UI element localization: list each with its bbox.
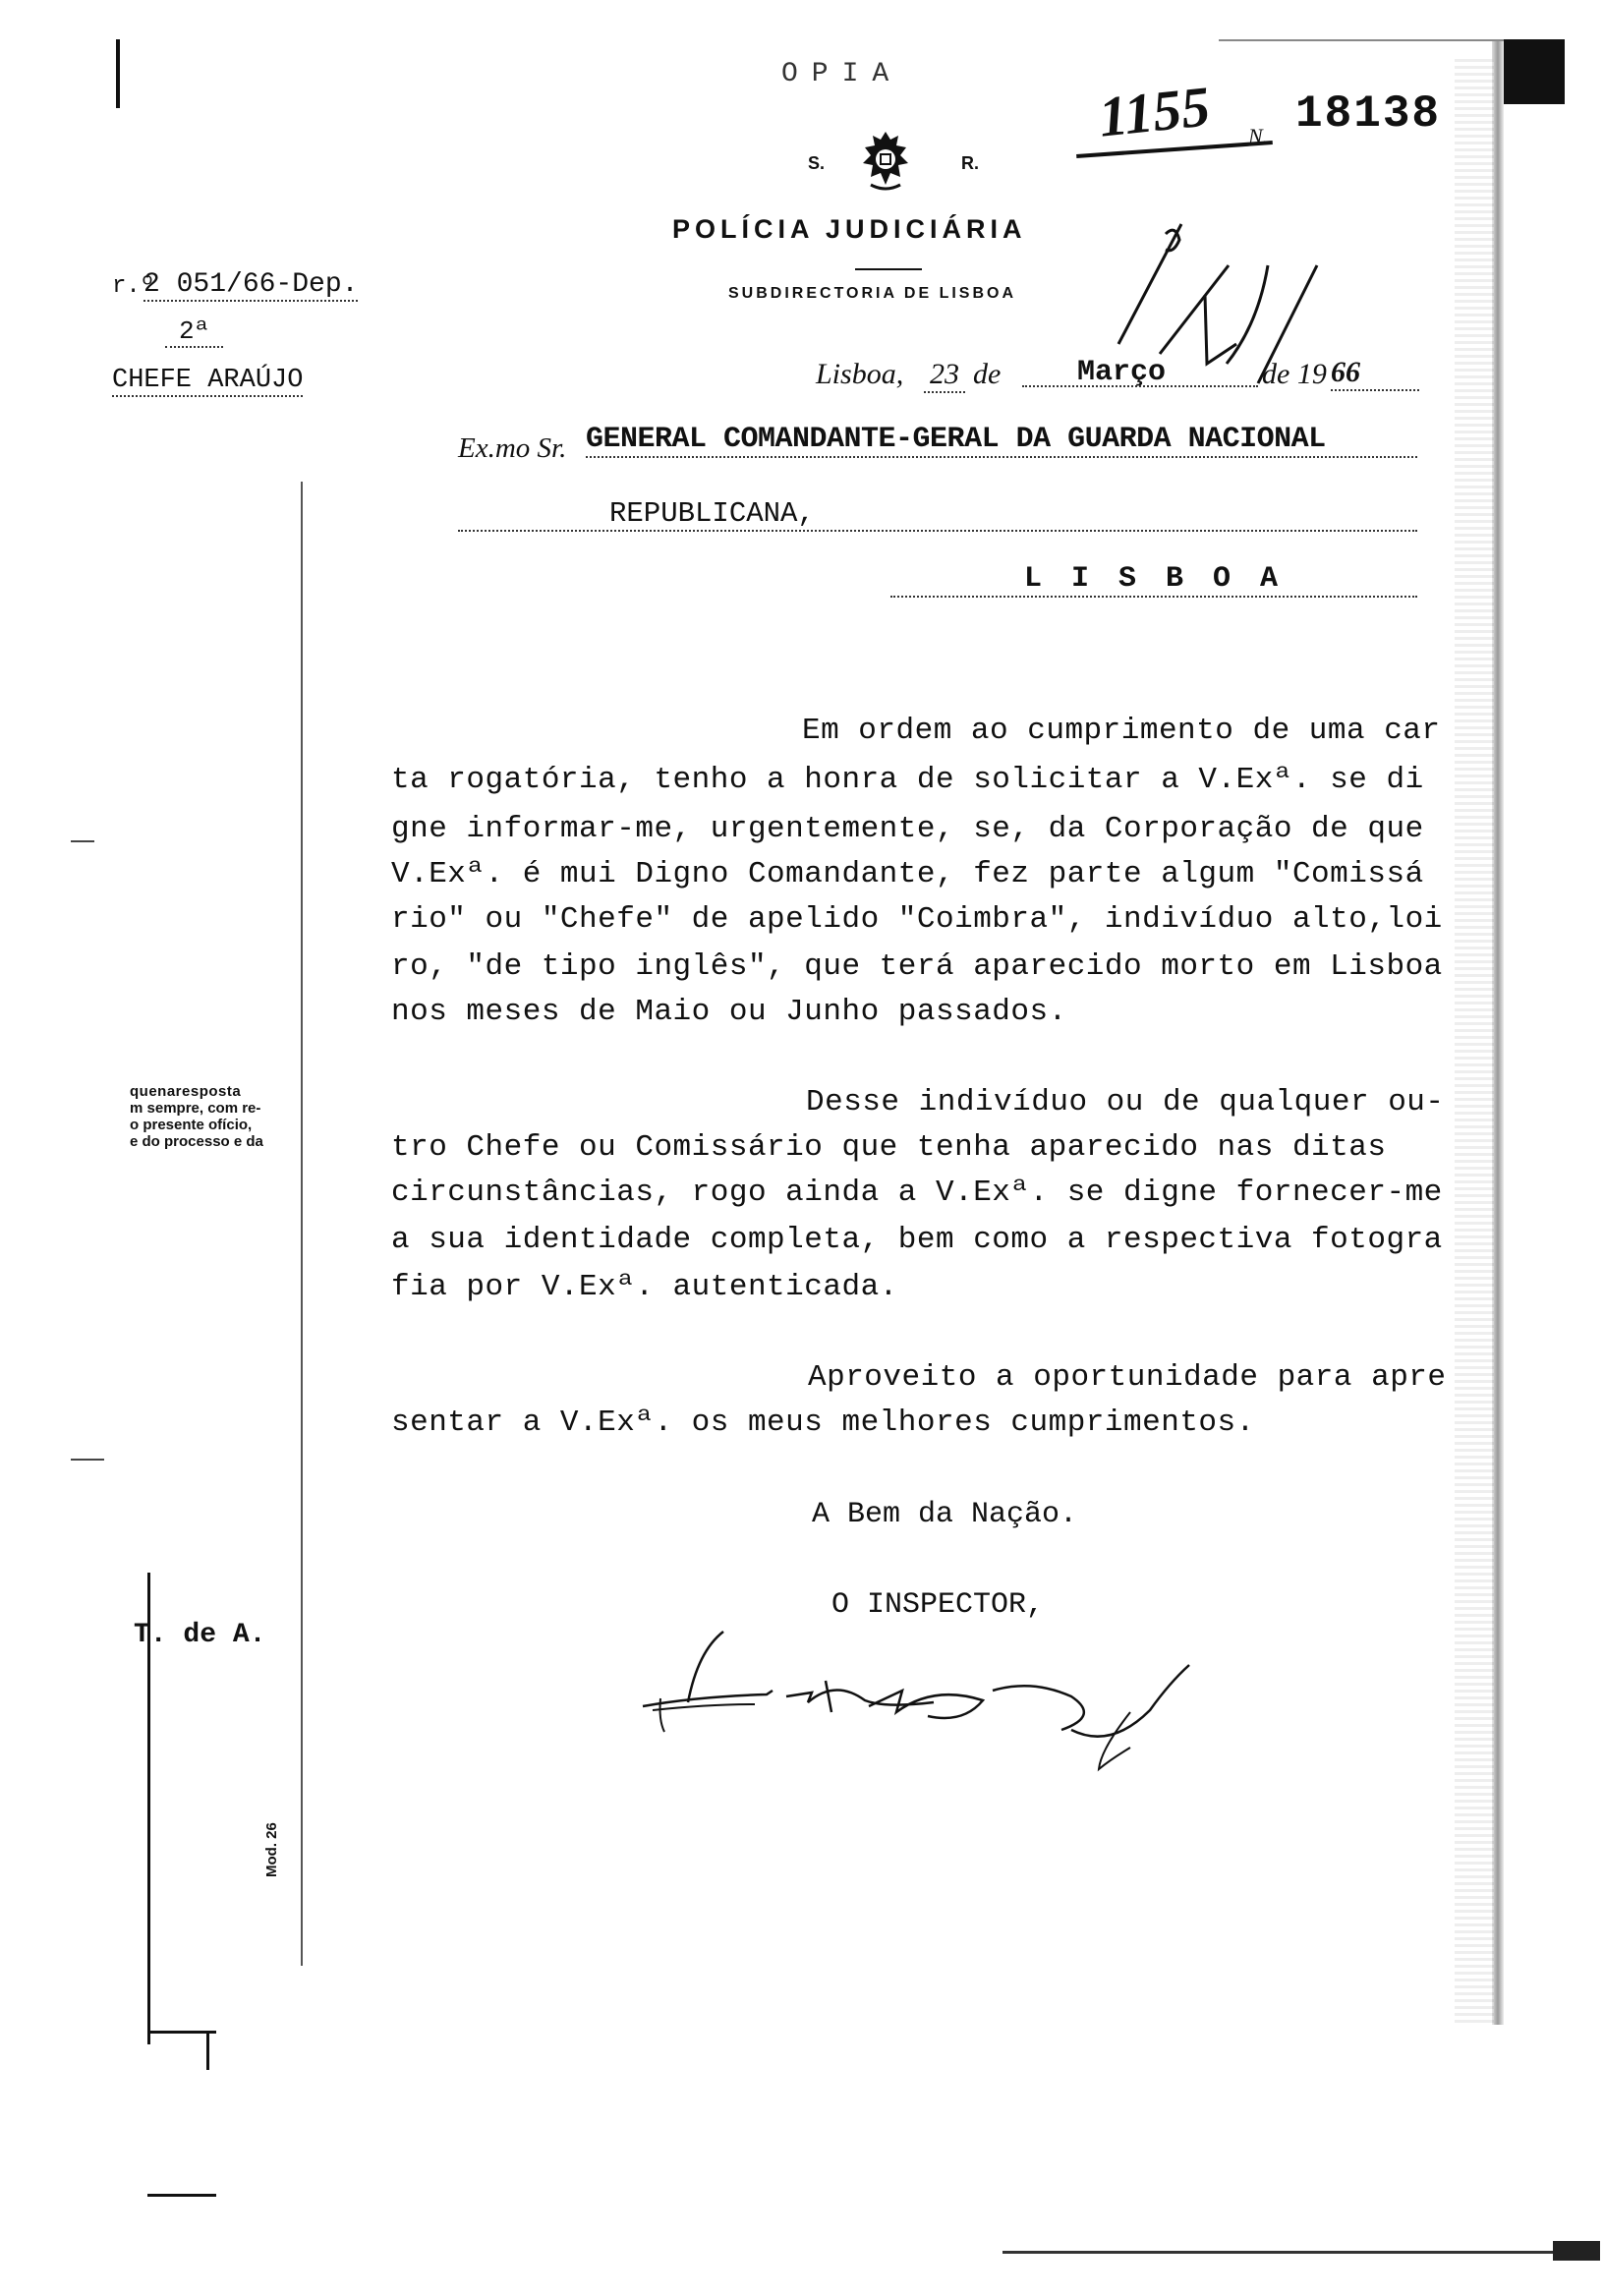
date-month: Março xyxy=(1077,356,1167,389)
addressee-city: L I S B O A xyxy=(890,562,1417,598)
left-edge-mark-top xyxy=(116,39,120,108)
form-code: Mod. 26 xyxy=(263,1822,280,1877)
signature xyxy=(639,1622,1229,1789)
bottom-edge xyxy=(1002,2251,1553,2254)
margin-note-line-3: o presente ofício, xyxy=(130,1117,253,1133)
p2-line-5: fia por V.Exª. autenticada. xyxy=(391,1270,898,1304)
p1-line-5: rio" ou "Chefe" de apelido "Coimbra", indivíduo alto,loi xyxy=(391,902,1443,937)
addressee-line-1: GENERAL COMANDANTE-GERAL DA GUARDA NACIONAL xyxy=(586,423,1417,458)
s-letter: S. xyxy=(808,153,826,173)
section: 2ª xyxy=(165,316,223,348)
r-letter: R. xyxy=(961,153,979,173)
org-name: POLÍCIA JUDICIÁRIA xyxy=(672,214,1027,244)
coat-of-arms-icon xyxy=(851,128,920,197)
n-label: N. xyxy=(1248,124,1269,148)
p1-line-1: Em ordem ao cumprimento de uma car xyxy=(802,714,1441,748)
chief-name: CHEFE ARAÚJO xyxy=(112,366,304,395)
p2-line-1: Desse indivíduo ou de qualquer ou- xyxy=(806,1085,1445,1119)
left-edge-tick-2 xyxy=(147,2194,216,2197)
p2-line-2: tro Chefe ou Comissário que tenha aparecido nas ditas xyxy=(391,1130,1387,1165)
date-day: 23 xyxy=(924,358,965,393)
copia-label: OPIA xyxy=(781,59,903,89)
p1-line-6: ro, "de tipo inglês", que terá aparecido morto em Lisboa xyxy=(391,949,1443,984)
date-de-1: de xyxy=(973,358,1002,390)
margin-dash-2 xyxy=(71,1459,104,1461)
addressee-line-2: REPUBLICANA, xyxy=(458,497,1417,532)
p3-line-2: sentar a V.Exª. os meus melhores cumprimentos. xyxy=(391,1406,1255,1440)
p1-line-2: ta rogatória, tenho a honra de solicitar a V.Exª. se di xyxy=(391,763,1424,797)
margin-note-line-2: m sempre, com re- xyxy=(130,1100,261,1117)
subdirectorate: SUBDIRECTORIA DE LISBOA xyxy=(728,285,1017,302)
margin-note xyxy=(130,1083,297,1150)
p1-line-7: nos meses de Maio ou Junho passados. xyxy=(391,995,1067,1029)
scan-noise-right xyxy=(1455,59,1494,2025)
initials: T. de A. xyxy=(134,1620,266,1650)
left-edge-vbar xyxy=(206,2031,209,2070)
date-place: Lisboa, xyxy=(816,358,904,390)
p1-line-3: gne informar-me, urgentemente, se, da Corporação de que xyxy=(391,812,1424,846)
margin-note-line-1: quenaresposta xyxy=(130,1083,242,1100)
p2-line-4: a sua identidade completa, bem como a respectiva fotogra xyxy=(391,1223,1443,1257)
p1-line-4: V.Exª. é mui Digno Comandante, fez parte algum "Comissá xyxy=(391,857,1424,891)
bottom-corner-mark xyxy=(1553,2241,1600,2261)
margin-vline xyxy=(301,482,303,1966)
salutation: Ex.mo Sr. xyxy=(458,432,567,464)
date-year-suffix: 66 xyxy=(1331,356,1419,391)
handwritten-number: 1155 xyxy=(1095,74,1213,149)
stamp-number: 18138 xyxy=(1295,88,1442,140)
date-de-2: de 19 xyxy=(1262,358,1327,390)
margin-note-line-4: e do processo e da xyxy=(130,1133,263,1150)
corner-mark xyxy=(1504,39,1565,104)
closing: A Bem da Nação. xyxy=(812,1498,1078,1531)
reference-number: 2 051/66-Dep. xyxy=(143,269,359,300)
reference-prefix: r.º xyxy=(112,273,155,300)
margin-dash-1 xyxy=(71,840,94,842)
p2-line-3: circunstâncias, rogo ainda a V.Exª. se digne fornecer-me xyxy=(391,1176,1443,1210)
signatory: O INSPECTOR, xyxy=(831,1588,1045,1622)
org-divider xyxy=(855,268,922,270)
top-edge xyxy=(1219,39,1504,41)
p3-line-1: Aproveito a oportunidade para apre xyxy=(808,1360,1447,1395)
